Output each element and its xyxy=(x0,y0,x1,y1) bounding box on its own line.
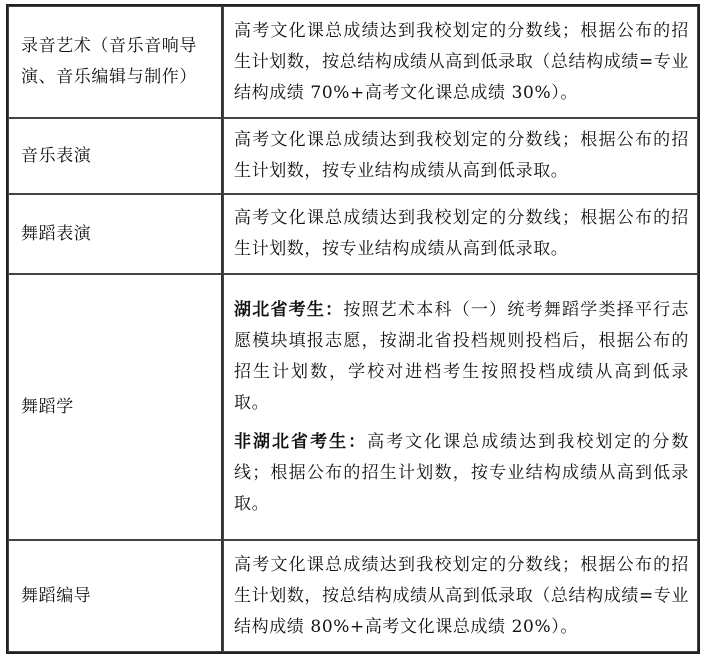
table-row xyxy=(8,540,698,652)
table-row xyxy=(8,274,698,540)
admission-rule xyxy=(223,274,698,540)
admission-rule: 高考文化课总成绩达到我校划定的分数线；根据公布的招生计划数，按专业结构成绩从高到低录取。 xyxy=(223,118,698,194)
major-name: 舞蹈学 xyxy=(8,274,223,540)
major-name: 舞蹈编导 xyxy=(8,540,223,652)
table-row xyxy=(8,6,698,118)
admission-rule: 高考文化课总成绩达到我校划定的分数线；根据公布的招生计划数，按专业结构成绩从高到低录取。 xyxy=(223,194,698,274)
major-name: 舞蹈表演 xyxy=(8,194,223,274)
major-name: 音乐表演 xyxy=(8,118,223,194)
table-row xyxy=(8,118,698,194)
admission-rule: 高考文化课总成绩达到我校划定的分数线；根据公布的招生计划数，按总结构成绩从高到低录取（总结构成绩=专业结构成绩 80%+高考文化课总成绩 20%）。 xyxy=(223,540,698,652)
major-name: 录音艺术（音乐音响导演、音乐编辑与制作） xyxy=(8,6,223,118)
hubei-label: 湖北省考生： xyxy=(234,299,344,320)
nonhubei-rule: 高考文化课总成绩达到我校划定的分数线；根据公布的招生计划数，按专业结构成绩从高到低录取。 xyxy=(234,431,689,514)
admission-rules-table xyxy=(6,4,700,654)
nonhubei-label: 非湖北省考生： xyxy=(234,431,368,452)
admission-rule: 高考文化课总成绩达到我校划定的分数线；根据公布的招生计划数，按总结构成绩从高到低录取（总结构成绩=专业结构成绩 70%+高考文化课总成绩 30%）。 xyxy=(223,6,698,118)
hubei-rule: 按照艺术本科（一）统考舞蹈学类择平行志愿模块填报志愿，按湖北省投档规则投档后，根据公布的招生计划数，学校对进档考生按照投档成绩从高到低录取。 xyxy=(234,299,689,413)
nonhubei-rule-paragraph xyxy=(234,427,689,520)
hubei-rule-paragraph xyxy=(234,295,689,419)
table-row xyxy=(8,194,698,274)
